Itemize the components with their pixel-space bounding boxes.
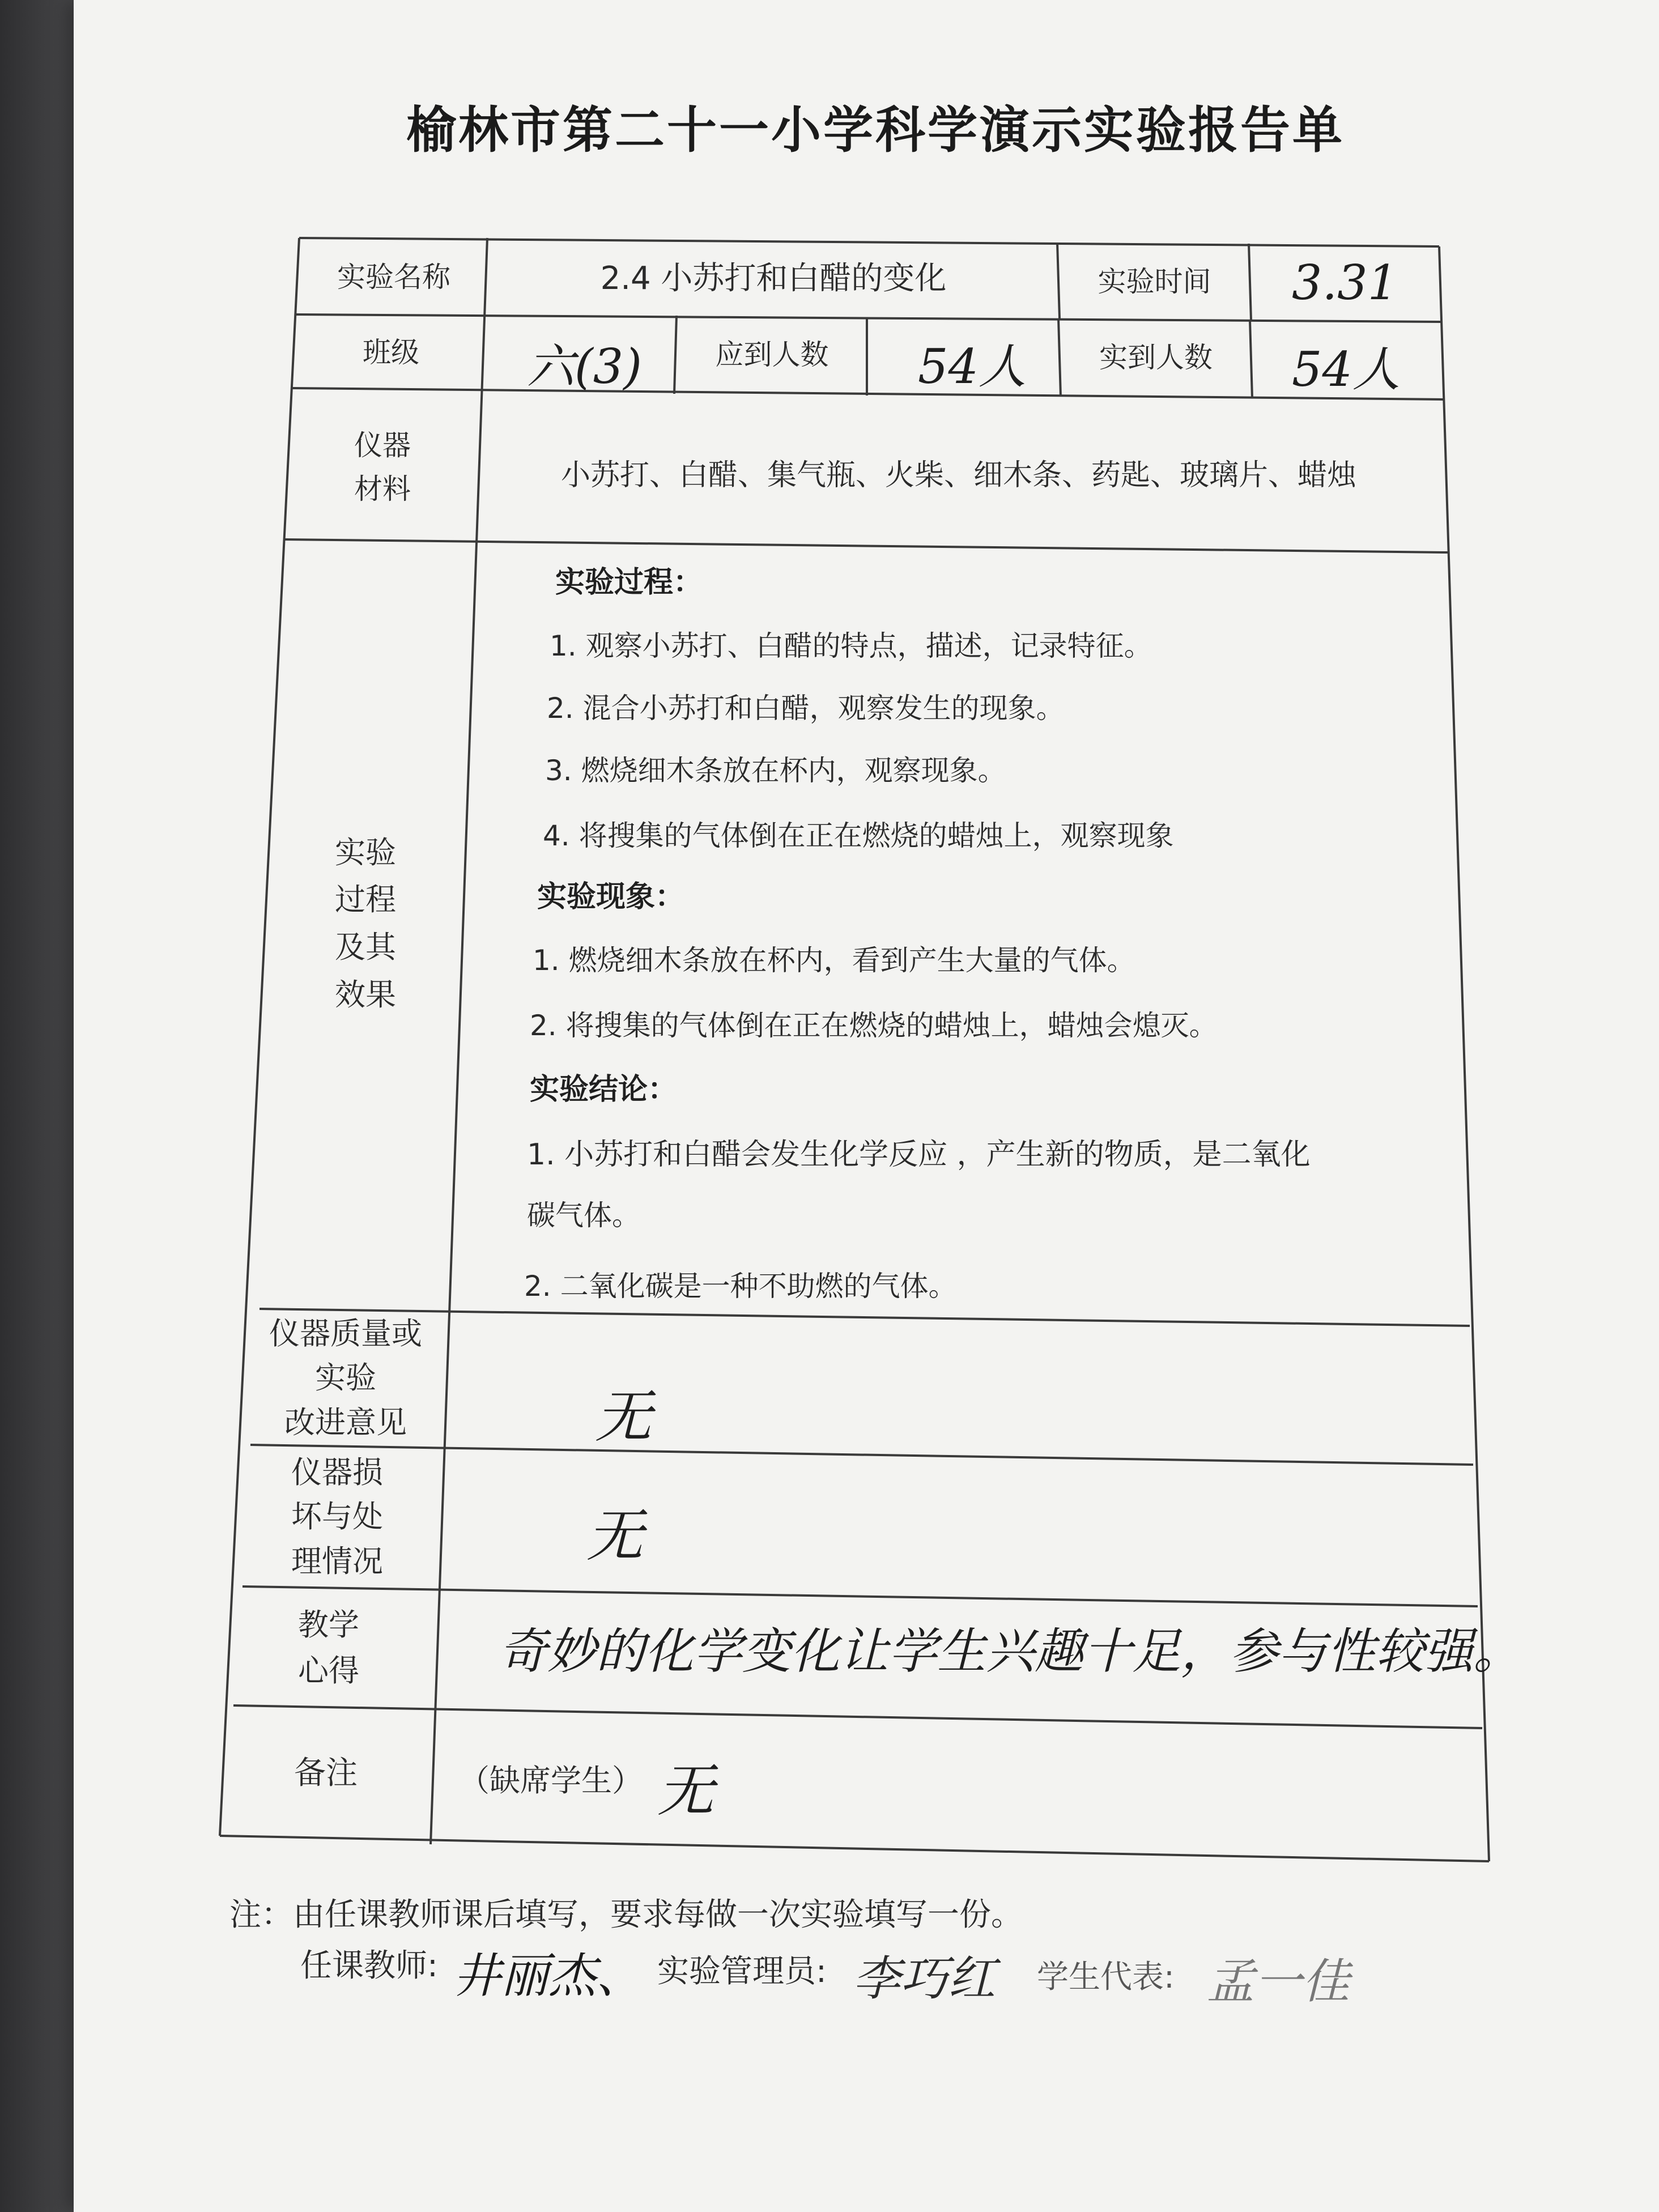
label-damage-line1: 仪器损 xyxy=(291,1454,383,1491)
value-quality: 无 xyxy=(595,1384,652,1450)
phenomena-1: 1. 燃烧细木条放在杯内，看到产生大量的气体。 xyxy=(533,944,1135,977)
label-process-line3: 及其 xyxy=(335,929,396,965)
value-remarks: 无 xyxy=(657,1758,714,1824)
process-step-2: 2. 混合小苏打和白醋，观察发生的现象。 xyxy=(547,692,1065,725)
label-damage-line3: 理情况 xyxy=(291,1543,383,1579)
label-experiment-name: 实验名称 xyxy=(337,261,450,294)
phenomena-2: 2. 将搜集的气体倒在正在燃烧的蜡烛上，蜡烛会熄灭。 xyxy=(530,1009,1218,1042)
label-materials-line1: 仪器 xyxy=(354,428,411,462)
label-process-line4: 效果 xyxy=(335,976,396,1013)
process-step-4: 4. 将搜集的气体倒在正在燃烧的蜡烛上，观察现象 xyxy=(543,819,1174,852)
process-heading: 实验过程： xyxy=(555,565,703,599)
label-expected-count: 应到人数 xyxy=(715,338,829,372)
conclusion-1-line1: 1. 小苏打和白醋会发生化学反应 ，产生新的物质，是二氧化 xyxy=(527,1138,1311,1172)
label-process xyxy=(283,810,448,1037)
label-materials-line2: 材料 xyxy=(354,473,411,505)
label-materials xyxy=(295,397,470,538)
label-experiment-time: 实验时间 xyxy=(1098,265,1211,298)
value-materials: 小苏打、白醋、集气瓶、火柴、细木条、药匙、玻璃片、蜡烛 xyxy=(561,458,1357,492)
label-process-line1: 实验 xyxy=(335,834,396,870)
label-remarks: 备注 xyxy=(294,1754,358,1792)
conclusion-2: 2. 二氧化碳是一种不助燃的气体。 xyxy=(524,1270,957,1303)
label-insight-line1: 教学 xyxy=(298,1606,359,1643)
value-damage: 无 xyxy=(586,1503,643,1569)
label-process-line2: 过程 xyxy=(335,882,396,918)
label-actual-count: 实到人数 xyxy=(1099,341,1213,375)
teacher-label: 任课教师: xyxy=(300,1947,438,1984)
process-step-1: 1. 观察小苏打、白醋的特点，描述，记录特征。 xyxy=(550,629,1152,662)
label-quality-line3: 改进意见 xyxy=(284,1404,407,1440)
label-class: 班级 xyxy=(363,335,419,369)
process-step-3: 3. 燃烧细木条放在杯内，观察现象。 xyxy=(545,754,1006,787)
conclusion-1-line2: 碳气体。 xyxy=(527,1199,640,1232)
admin-label: 实验管理员: xyxy=(657,1953,827,1990)
admin-signature: 李巧红 xyxy=(853,1951,996,2006)
label-quality xyxy=(258,1312,433,1445)
value-experiment-name: 2.4 小苏打和白醋的变化 xyxy=(600,260,947,297)
value-insight: 奇妙的化学变化让学生兴趣十足，参与性较强。 xyxy=(499,1623,1522,1680)
document-title: 榆林市第二十一小学科学演示实验报告单 xyxy=(406,101,1345,159)
teacher-signature: 井丽杰、 xyxy=(453,1948,644,2003)
label-quality-line1: 仪器质量或 xyxy=(269,1316,422,1352)
value-experiment-time: 3.31 xyxy=(1292,255,1398,310)
label-insight xyxy=(241,1592,416,1703)
label-damage-line2: 坏与处 xyxy=(291,1499,383,1535)
label-insight-line2: 心得 xyxy=(298,1652,359,1688)
label-quality-line2: 实验 xyxy=(315,1360,376,1396)
conclusion-heading: 实验结论： xyxy=(530,1073,678,1107)
phenomena-heading: 实验现象： xyxy=(537,880,685,914)
value-actual-count: 54人 xyxy=(1292,342,1400,397)
remarks-prefix: （缺席学生） xyxy=(459,1763,643,1798)
student-label: 学生代表: xyxy=(1037,1959,1175,1996)
label-damage xyxy=(249,1450,425,1584)
value-expected-count: 54人 xyxy=(918,339,1026,394)
student-signature: 孟一佳 xyxy=(1207,1954,1350,2009)
value-class: 六(3) xyxy=(527,339,642,394)
footer-note: 注：由任课教师课后填写，要求每做一次实验填写一份。 xyxy=(229,1896,1023,1933)
